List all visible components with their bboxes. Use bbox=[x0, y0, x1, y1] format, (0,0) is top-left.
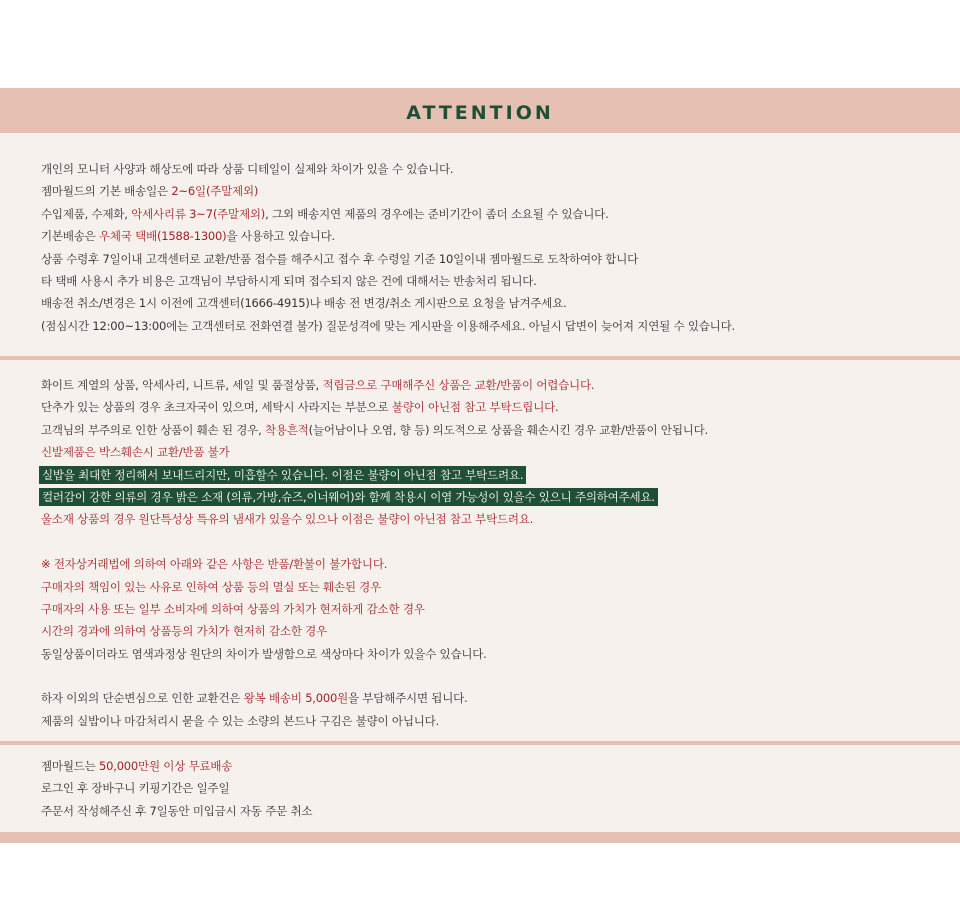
notice-line: 개인의 모니터 사양과 해상도에 따라 상품 디테일이 실제와 차이가 있을 수 있습니다. bbox=[41, 162, 454, 176]
notice-line: 동일상품이더라도 염색과정상 원단의 차이가 발생함으로 색상마다 차이가 있을수 있습니다. bbox=[41, 646, 487, 661]
notice-line: 고객님의 부주의로 인한 상품이 훼손 된 경우, 착용흔적(늘어남이나 오염, 향 등) 의도적으로 상품을 훼손시킨 경우 교환/반품이 안됩니다. bbox=[41, 422, 708, 437]
shipping-info-section bbox=[0, 133, 960, 356]
notice-line: (점심시간 12:00~13:00에는 고객센터로 전화연결 불가) 질문성격에 맞는 게시판을 이용해주세요. 아닐시 답변이 늦어져 지연될 수 있습니다. bbox=[41, 318, 735, 333]
notice-line: 신발제품은 박스훼손시 교환/반품 불가 bbox=[41, 445, 230, 460]
return-policy-section bbox=[0, 360, 960, 741]
notice-line: 구매자의 사용 또는 일부 소비자에 의하여 상품의 가치가 현저하게 감소한 경우 bbox=[41, 601, 425, 616]
notice-line: 젬마월드는 50,000만원 이상 무료배송 bbox=[41, 759, 233, 773]
free-shipping-section bbox=[0, 745, 960, 832]
highlight-text: 불량이 아닌점 참고 부탁드립니다. bbox=[391, 400, 559, 415]
notice-line: 타 택배 사용시 추가 비용은 고객님이 부담하시게 되며 접수되지 않은 건에 대해서는 반송처리 됩니다. bbox=[41, 273, 537, 288]
highlighted-notice: 실밥을 최대한 정리해서 보내드리지만, 미흡할수 있습니다. 이점은 불량이 아닌점 참고 부탁드려요. bbox=[39, 466, 526, 484]
notice-line: 하자 이외의 단순변심으로 인한 교환건은 왕복 배송비 5,000원을 부담해주시면 됩니다. bbox=[41, 691, 468, 706]
notice-line: 주문서 작성해주신 후 7일동안 미입금시 자동 주문 취소 bbox=[41, 803, 313, 818]
notice-line: 상품 수령후 7일이내 고객센터로 교환/반품 접수를 해주시고 접수 후 수령일 기준 10일이내 젬마월드로 도착하여야 합니다 bbox=[41, 251, 639, 266]
highlight-text: 2~6일(주말제외) bbox=[171, 184, 259, 199]
notice-line: 로그인 후 장바구니 키핑기간은 일주일 bbox=[41, 781, 230, 796]
notice-line: 화이트 계열의 상품, 악세사리, 니트류, 세일 및 품절상품, 적립금으로 구매해주신 상품은 교환/반품이 어렵습니다. bbox=[41, 378, 595, 392]
bottom-band bbox=[0, 832, 960, 843]
notice-line: 기본배송은 우체국 택배(1588-1300)을 사용하고 있습니다. bbox=[41, 229, 336, 244]
notice-line bbox=[41, 464, 960, 486]
notice-line: 울소재 상품의 경우 원단특성상 특유의 냄새가 있을수 있으나 이점은 불량이 아닌점 참고 부탁드려요. bbox=[41, 512, 534, 527]
highlight-text: 착용흔적 bbox=[265, 422, 309, 437]
highlight-text: 적립금으로 구매해주신 상품은 교환/반품이 어렵습니다. bbox=[322, 378, 595, 392]
notice-line: 단추가 있는 상품의 경우 초크자국이 있으며, 세탁시 사라지는 부분으로 불량이 아닌점 참고 부탁드립니다. bbox=[41, 400, 559, 415]
highlight-text: 왕복 배송비 5,000원 bbox=[243, 691, 349, 706]
notice-line: 배송전 취소/변경은 1시 이전에 고객센터(1666-4915)나 배송 전 변경/취소 게시판으로 요청을 남겨주세요. bbox=[41, 296, 567, 311]
notice-line: 수입제품, 수제화, 악세사리류 3~7(주말제외), 그외 배송지연 제품의 경우에는 준비기간이 좀더 소요될 수 있습니다. bbox=[41, 206, 609, 221]
attention-title: ATTENTION bbox=[406, 102, 554, 124]
notice-line: ※ 전자상거래법에 의하여 아래와 같은 사항은 반품/환불이 불가합니다. bbox=[41, 557, 388, 572]
notice-line: 제품의 실밥이나 마감처리시 묻을 수 있는 소량의 본드나 구김은 불량이 아닙니다. bbox=[41, 713, 440, 728]
highlight-text: 50,000만원 이상 무료배송 bbox=[99, 759, 233, 773]
notice-line: 시간의 경과에 의하여 상품등의 가치가 현저히 감소한 경우 bbox=[41, 624, 328, 639]
notice-line: 구매자의 책임이 있는 사유로 인하여 상품 등의 멸실 또는 훼손된 경우 bbox=[41, 579, 382, 594]
highlight-text: 악세사리류 3~7(주말제외) bbox=[131, 206, 266, 221]
highlighted-notice: 컬러감이 강한 의류의 경우 밝은 소재 (의류,가방,슈즈,이너웨어)와 함께 착용시 이염 가능성이 있을수 있으니 주의하여주세요. bbox=[39, 488, 658, 506]
highlight-text: 우체국 택배(1588-1300) bbox=[99, 229, 227, 244]
notice-line: 젬마월드의 기본 배송일은 2~6일(주말제외) bbox=[41, 184, 259, 199]
notice-line bbox=[41, 486, 960, 508]
